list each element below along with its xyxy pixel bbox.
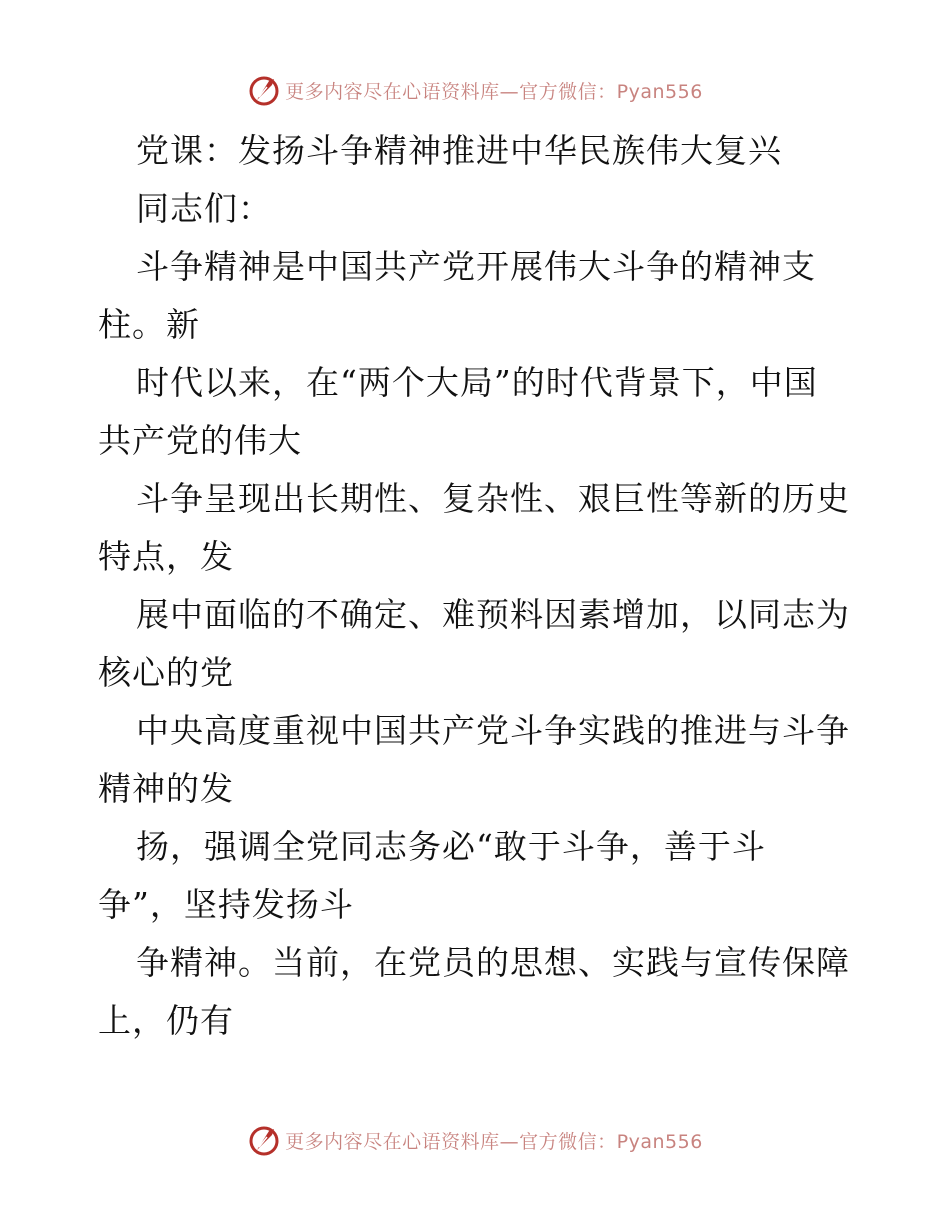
- text-line: 精神的发: [98, 769, 234, 808]
- text-line: 柱。新: [98, 305, 200, 344]
- document-body: [98, 122, 858, 1050]
- footer-banner-text: 更多内容尽在心语资料库—官方微信：Pyan556: [285, 1130, 703, 1153]
- text-line: 展中面临的不确定、难预料因素增加，以同志为: [136, 595, 850, 634]
- text-line: 核心的党: [98, 653, 234, 692]
- quill-circle-icon: [247, 73, 281, 107]
- header-banner: [0, 70, 950, 110]
- header-banner-text: 更多内容尽在心语资料库—官方微信：Pyan556: [285, 80, 703, 103]
- text-line: 同志们：: [136, 189, 272, 228]
- document-title: 党课：发扬斗争精神推进中华民族伟大复兴: [136, 131, 782, 170]
- text-line: 特点，发: [98, 537, 234, 576]
- text-line: 时代以来，在“两个大局”的时代背景下，中国: [136, 363, 818, 402]
- quill-circle-icon: [247, 1123, 281, 1157]
- text-line: 争精神。当前，在党员的思想、实践与宣传保障: [136, 943, 850, 982]
- text-line: 中央高度重视中国共产党斗争实践的推进与斗争: [136, 711, 850, 750]
- footer-banner: [0, 1120, 950, 1160]
- text-line: 共产党的伟大: [98, 421, 302, 460]
- text-line: 上，仍有: [98, 1001, 234, 1040]
- text-line: 扬，强调全党同志务必“敢于斗争，善于斗: [136, 827, 766, 866]
- text-line: 争”，坚持发扬斗: [98, 885, 354, 924]
- text-line: 斗争呈现出长期性、复杂性、艰巨性等新的历史: [136, 479, 850, 518]
- text-line: 斗争精神是中国共产党开展伟大斗争的精神支: [136, 247, 816, 286]
